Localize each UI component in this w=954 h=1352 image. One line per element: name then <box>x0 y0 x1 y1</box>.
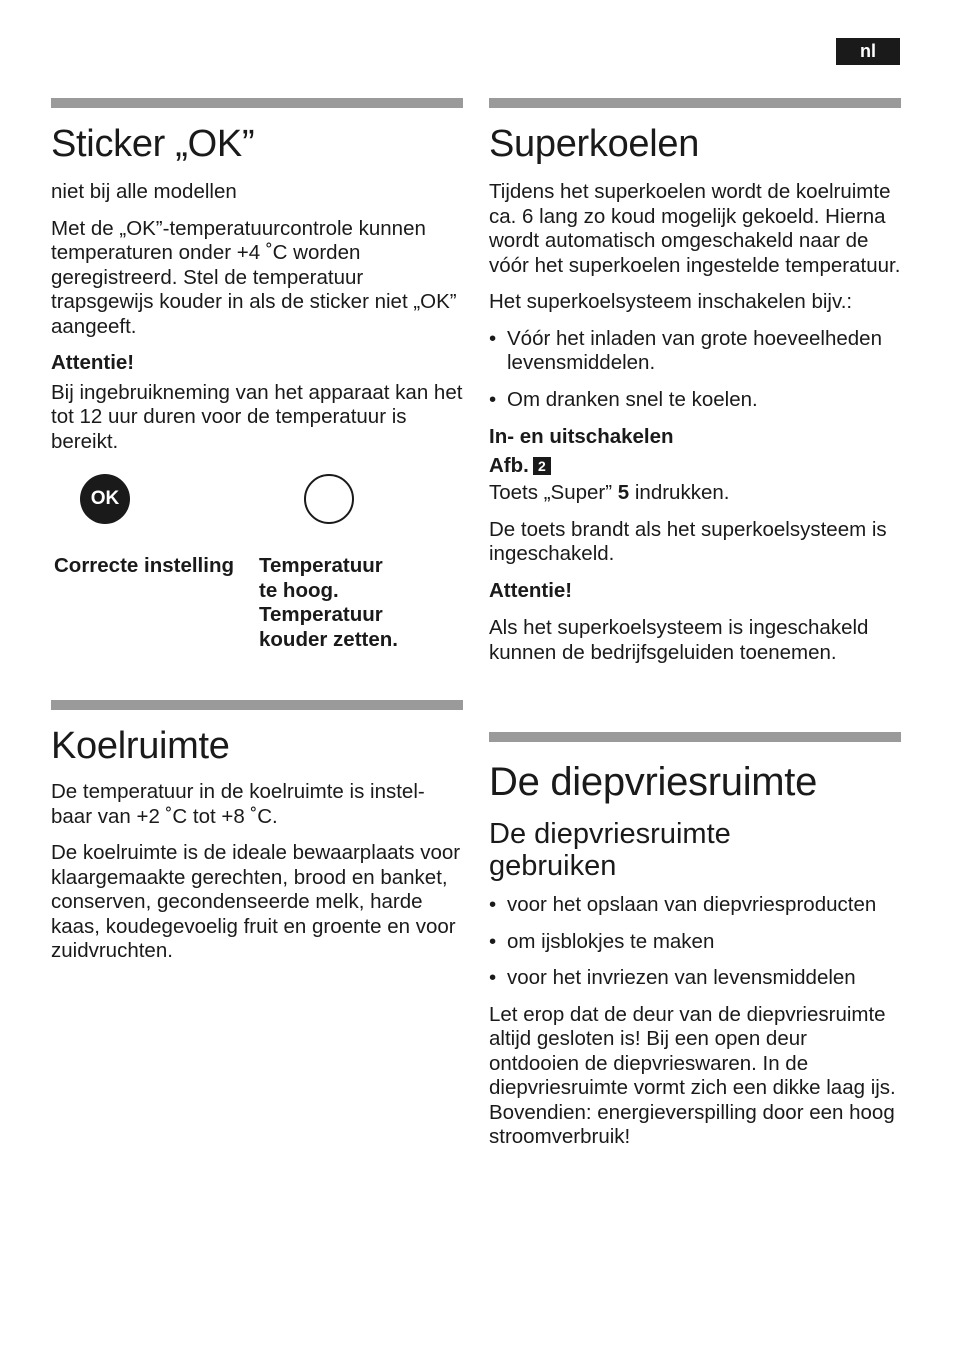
diepvries-paragraph: Let erop dat de deur van de diepvriesruimte altijd gesloten is! Bij een open deur ontdooien de diepvrieswaren. In de diepvriesruimte vormt zich een dikke laag ijs. Bovendien: energieverspilling door een hoog stroomverbruik! <box>489 1002 896 1148</box>
caption-correct: Correcte instelling <box>54 554 234 577</box>
superkoelen-figure-ref: Afb. 2 <box>489 454 901 479</box>
list-item: • Om dranken snel te koelen. <box>489 388 901 413</box>
section-divider-bar <box>489 98 901 108</box>
koelruimte-paragraph-2: De koelruimte is de ideale bewaarplaats voor klaargemaakte gerechten, brood en banket, conserven, gecondenseerde melk, harde kaas, koudegevoelig fruit en groente en voor zuidvruchten. <box>51 841 461 962</box>
sticker-attention-label: Attentie! <box>51 351 135 374</box>
superkoelen-attention-text: Als het superkoelsysteem is ingeschakeld kunnen de bedrijfsgeluiden toenemen. <box>489 616 869 664</box>
sticker-attention-text: Bij ingebruikneming van het apparaat kan het tot 12 uur duren voor de temperatuur is bereikt. <box>51 380 463 453</box>
diepvries-bullet-list <box>489 893 901 991</box>
superkoelen-toets-instruction: Toets „Super” 5 indrukken. <box>489 481 730 504</box>
section-divider-bar <box>489 732 901 742</box>
koelruimte-section <box>51 700 463 964</box>
sticker-heading: Sticker „OK” <box>51 123 255 165</box>
diepvries-subheading: De diepvriesruimte gebruiken <box>489 818 731 882</box>
koelruimte-paragraph-1: De temperatuur in de koelruimte is instel-baar van +2 ˚C tot +8 ˚C. <box>51 780 425 828</box>
section-divider-bar <box>51 98 463 108</box>
superkoelen-heading: Superkoelen <box>489 123 700 165</box>
sticker-paragraph: Met de „OK”-temperatuurcontrole kunnen temperaturen onder +4 ˚C worden geregistreerd. Stel de temperatuur trapsgewijs kouder in als de sticker niet „OK” aangeeft. <box>51 216 457 338</box>
sticker-section <box>51 98 463 454</box>
ok-sticker-icon: OK <box>80 474 130 524</box>
koelruimte-heading: Koelruimte <box>51 725 230 767</box>
empty-sticker-icon <box>304 474 354 524</box>
superkoelen-paragraph-2: Het superkoelsysteem inschakelen bijv.: <box>489 290 853 313</box>
list-item: • om ijsblokjes te maken <box>489 930 901 955</box>
superkoelen-bullet-list <box>489 327 901 413</box>
figure-number-badge: 2 <box>533 457 551 475</box>
sticker-note: niet bij alle modellen <box>51 180 237 203</box>
section-divider-bar <box>51 700 463 710</box>
superkoelen-attention-label: Attentie! <box>489 578 573 602</box>
language-badge: nl <box>836 38 900 65</box>
diepvries-heading: De diepvriesruimte <box>489 760 818 804</box>
list-item: • Vóór het inladen van grote hoeveelheden levensmiddelen. <box>489 327 901 376</box>
list-item: • voor het invriezen van levensmiddelen <box>489 966 901 991</box>
superkoelen-subhead: In- en uitschakelen <box>489 425 674 448</box>
caption-too-high: Temperatuur te hoog. Temperatuur kouder zetten. <box>259 554 398 651</box>
diepvries-section <box>489 732 901 1150</box>
list-item: • voor het opslaan van diepvriesproducten <box>489 893 901 918</box>
superkoelen-lit-note: De toets brandt als het superkoelsysteem is ingeschakeld. <box>489 517 887 565</box>
superkoelen-paragraph-1: Tijdens het superkoelen wordt de koelruimte ca. 6 lang zo koud mogelijk gekoeld. Hierna wordt automatisch omgeschakeld naar de vóór het superkoelen ingestelde temperatuur. <box>489 180 901 277</box>
superkoelen-section <box>489 98 901 665</box>
